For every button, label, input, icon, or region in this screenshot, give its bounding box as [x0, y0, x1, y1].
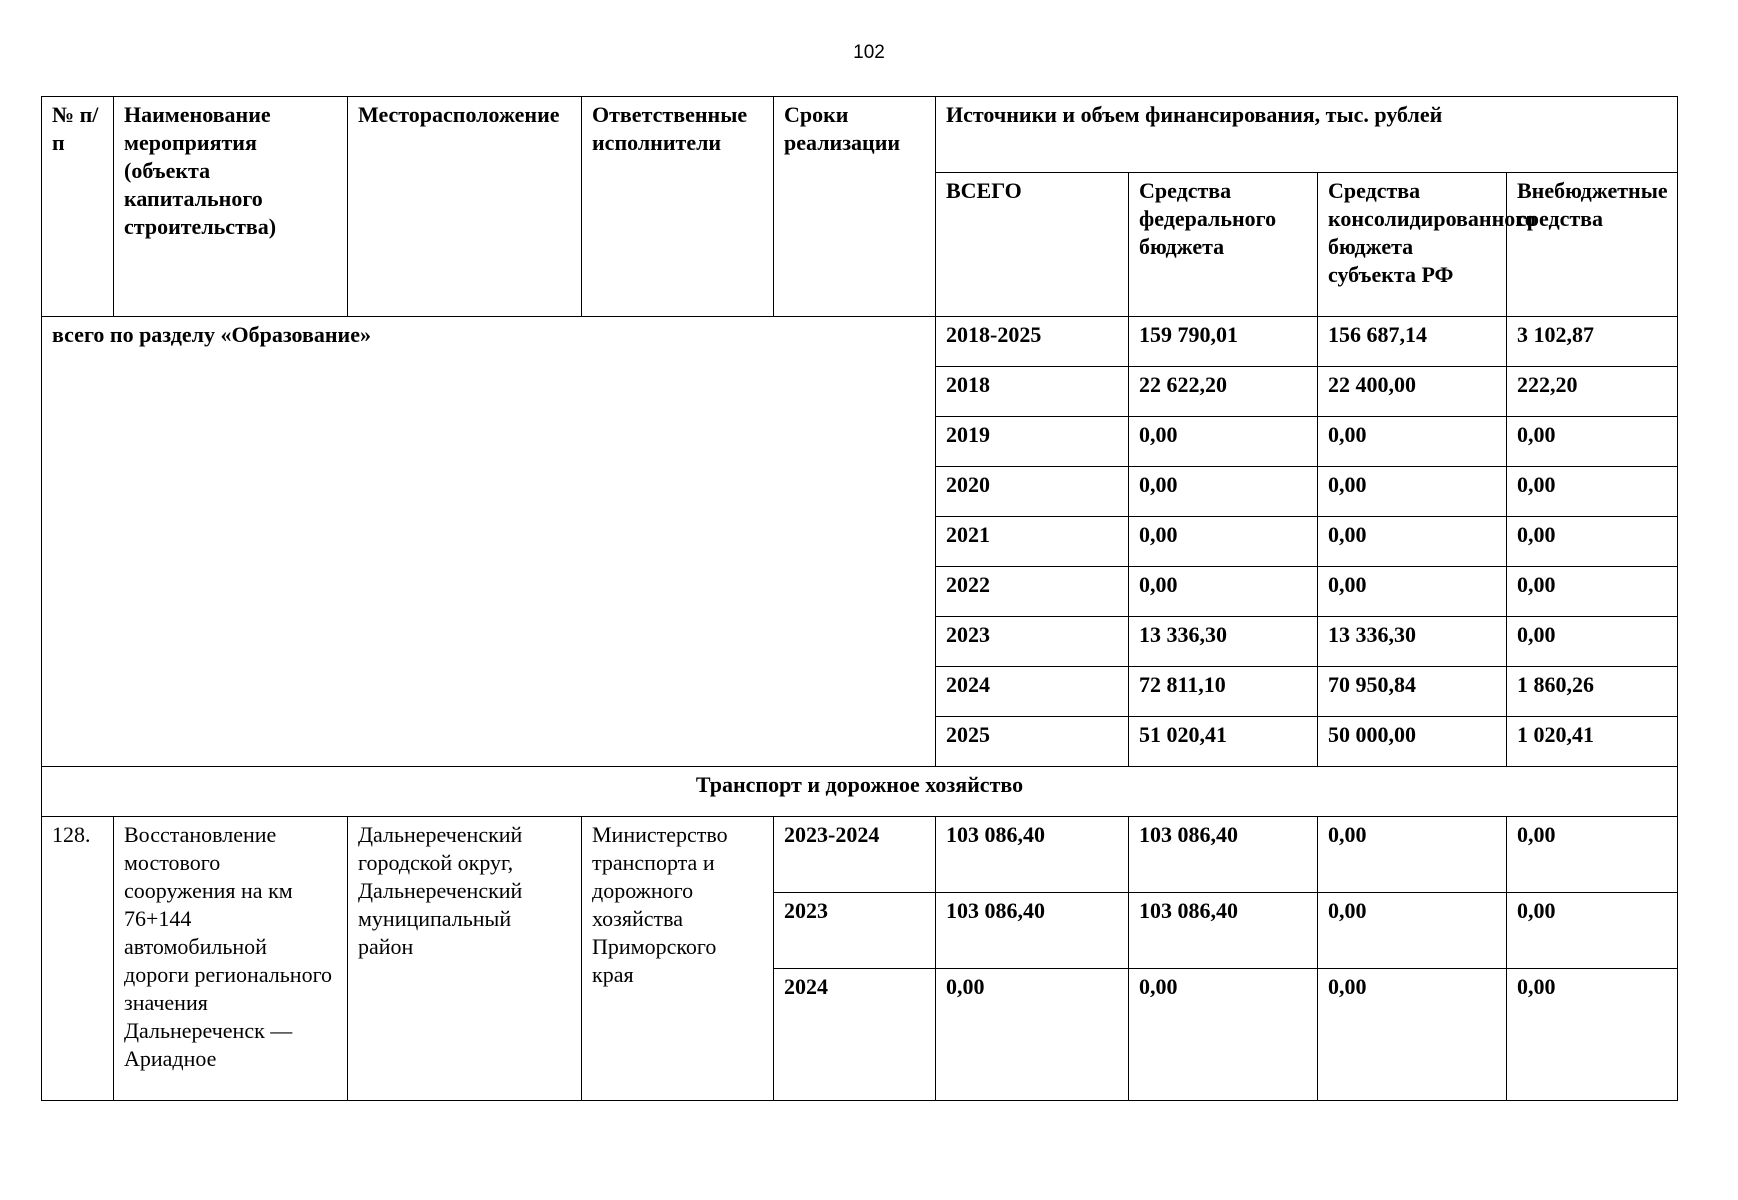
total-cell: 0,00: [1129, 517, 1318, 567]
period-cell: 2024: [936, 667, 1129, 717]
total-cell: 0,00: [936, 969, 1129, 1101]
period-cell: 2023: [936, 617, 1129, 667]
total-cell: 0,00: [1129, 417, 1318, 467]
period-cell: 2019: [936, 417, 1129, 467]
federal-cell: 0,00: [1129, 969, 1318, 1101]
item-name: Восстановление мостового сооружения на км 76+144 автомобильной дороги регионального значения Дальнереченск — Ариадное: [114, 817, 348, 1101]
period-cell: 2020: [936, 467, 1129, 517]
total-cell: 22 622,20: [1129, 367, 1318, 417]
federal-cell: 50 000,00: [1318, 717, 1507, 767]
period-cell: 2018: [936, 367, 1129, 417]
item-location: Дальнереченский городской округ, Дальнереченский муниципальный район: [348, 817, 582, 1101]
period-cell: 2021: [936, 517, 1129, 567]
header-col-location: Месторасположение: [348, 97, 582, 317]
consolidated-cell: 0,00: [1507, 467, 1678, 517]
page-number: 102: [853, 42, 885, 63]
period-cell: 2022: [936, 567, 1129, 617]
section-row: [42, 767, 1678, 817]
header-col-extrabudget: Внебюджетные средства: [1507, 173, 1678, 317]
consolidated-cell: 0,00: [1318, 893, 1507, 969]
header-col-federal: Средства федерального бюджета: [1129, 173, 1318, 317]
consolidated-cell: 0,00: [1318, 817, 1507, 893]
total-cell: 0,00: [1129, 467, 1318, 517]
total-cell: 72 811,10: [1129, 667, 1318, 717]
federal-cell: 0,00: [1318, 567, 1507, 617]
header-col-terms: Сроки реализации: [774, 97, 936, 317]
extrabudget-cell: 0,00: [1507, 969, 1678, 1101]
period-cell: 2023: [774, 893, 936, 969]
consolidated-cell: 0,00: [1507, 517, 1678, 567]
total-cell: 0,00: [1129, 567, 1318, 617]
consolidated-cell: 0,00: [1507, 567, 1678, 617]
header-col-consolidated: Средства консолидированного бюджета субъекта РФ: [1318, 173, 1507, 317]
consolidated-cell: 0,00: [1318, 969, 1507, 1101]
period-cell: 2024: [774, 969, 936, 1101]
federal-cell: 0,00: [1318, 417, 1507, 467]
education-total-label: всего по разделу «Образование»: [42, 317, 936, 767]
table-row: [42, 817, 1678, 893]
federal-cell: 0,00: [1318, 467, 1507, 517]
header-col-sources: Источники и объем финансирования, тыс. рублей: [936, 97, 1678, 173]
total-cell: 103 086,40: [936, 893, 1129, 969]
section-title: Транспорт и дорожное хозяйство: [42, 767, 1678, 817]
header-row: [42, 97, 1678, 173]
item-responsible: Министерство транспорта и дорожного хозяйства Приморского края: [582, 817, 774, 1101]
federal-cell: 103 086,40: [1129, 817, 1318, 893]
consolidated-cell: 3 102,87: [1507, 317, 1678, 367]
total-cell: 13 336,30: [1129, 617, 1318, 667]
period-cell: 2018-2025: [936, 317, 1129, 367]
federal-cell: 0,00: [1318, 517, 1507, 567]
total-cell: 159 790,01: [1129, 317, 1318, 367]
period-cell: 2023-2024: [774, 817, 936, 893]
consolidated-cell: 1 860,26: [1507, 667, 1678, 717]
total-cell: 103 086,40: [936, 817, 1129, 893]
header-col-responsible: Ответственные исполнители: [582, 97, 774, 317]
consolidated-cell: 0,00: [1507, 417, 1678, 467]
consolidated-cell: 0,00: [1507, 617, 1678, 667]
period-cell: 2025: [936, 717, 1129, 767]
federal-cell: 156 687,14: [1318, 317, 1507, 367]
table-row: [42, 317, 1678, 367]
federal-cell: 70 950,84: [1318, 667, 1507, 717]
header-col-name: Наименование мероприятия (объекта капитального строительства): [114, 97, 348, 317]
extrabudget-cell: 0,00: [1507, 817, 1678, 893]
total-cell: 51 020,41: [1129, 717, 1318, 767]
item-number: 128.: [42, 817, 114, 1101]
extrabudget-cell: 0,00: [1507, 893, 1678, 969]
consolidated-cell: 222,20: [1507, 367, 1678, 417]
financing-table: [41, 96, 1678, 1101]
header-col-num: № п/п: [42, 97, 114, 317]
federal-cell: 13 336,30: [1318, 617, 1507, 667]
header-col-total: ВСЕГО: [936, 173, 1129, 317]
federal-cell: 22 400,00: [1318, 367, 1507, 417]
consolidated-cell: 1 020,41: [1507, 717, 1678, 767]
federal-cell: 103 086,40: [1129, 893, 1318, 969]
